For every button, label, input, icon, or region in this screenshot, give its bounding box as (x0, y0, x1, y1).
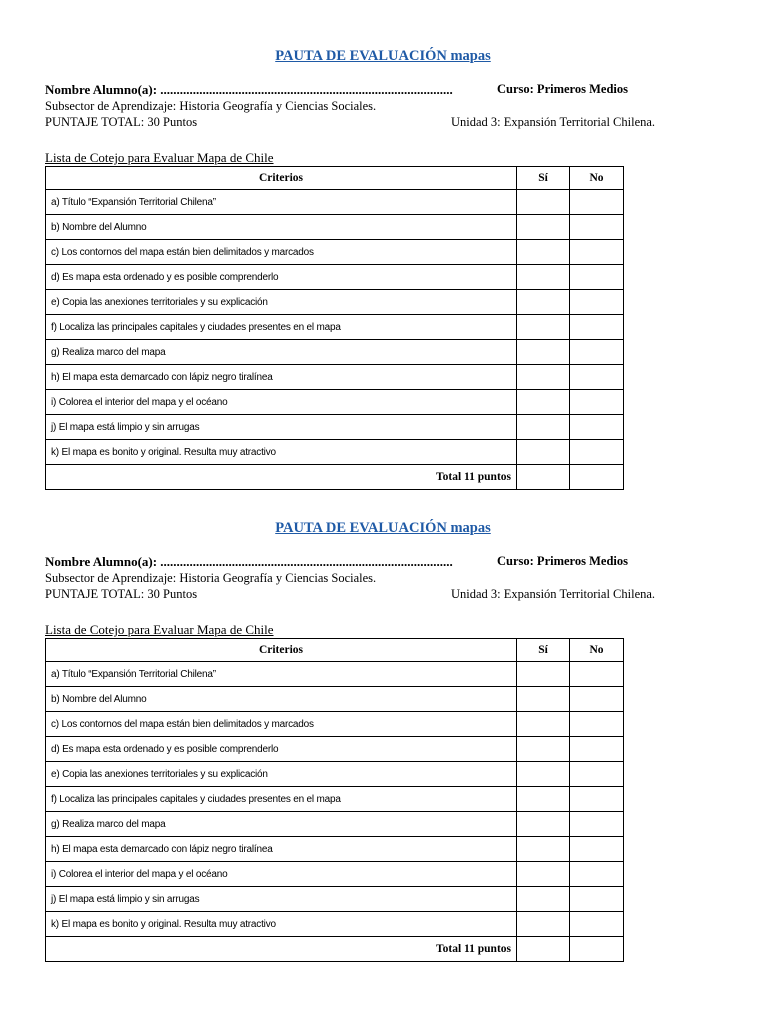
criterion-label: h) El mapa esta demarcado con lápiz negro tiralínea (46, 837, 517, 862)
table-row (46, 762, 624, 787)
no-header: No (570, 167, 624, 190)
no-checkbox-cell[interactable] (570, 365, 624, 390)
yes-checkbox-cell[interactable] (517, 687, 570, 712)
table-row (46, 737, 624, 762)
table-row (46, 315, 624, 340)
page-title: PAUTA DE EVALUACIÓN mapas (275, 520, 491, 536)
header-row (46, 167, 624, 190)
yes-checkbox-cell[interactable] (517, 440, 570, 465)
no-checkbox-cell[interactable] (570, 290, 624, 315)
yes-checkbox-cell[interactable] (517, 190, 570, 215)
criterion-label: g) Realiza marco del mapa (46, 340, 517, 365)
no-total-cell[interactable] (570, 937, 624, 962)
yes-checkbox-cell[interactable] (517, 737, 570, 762)
no-checkbox-cell[interactable] (570, 415, 624, 440)
evaluation-section-2 (45, 472, 745, 972)
yes-checkbox-cell[interactable] (517, 712, 570, 737)
criterion-label: c) Los contornos del mapa están bien delimitados y marcados (46, 712, 517, 737)
criteria-header: Criterios (46, 167, 517, 190)
total-points-label: Total 11 puntos (46, 937, 517, 962)
table-row (46, 265, 624, 290)
yes-checkbox-cell[interactable] (517, 415, 570, 440)
yes-total-cell[interactable] (517, 937, 570, 962)
criterion-label: i) Colorea el interior del mapa y el océano (46, 862, 517, 887)
criterion-label: f) Localiza las principales capitales y ciudades presentes en el mapa (46, 787, 517, 812)
table-row (46, 687, 624, 712)
student-name-field: Nombre Alumno(a): .......................................................................................... (45, 554, 453, 569)
checklist-body (46, 639, 624, 962)
no-checkbox-cell[interactable] (570, 440, 624, 465)
yes-checkbox-cell[interactable] (517, 340, 570, 365)
no-header: No (570, 639, 624, 662)
subsector-label: Subsector de Aprendizaje: Historia Geografía y Ciencias Sociales. (45, 99, 377, 113)
no-checkbox-cell[interactable] (570, 862, 624, 887)
yes-checkbox-cell[interactable] (517, 365, 570, 390)
yes-checkbox-cell[interactable] (517, 662, 570, 687)
criterion-label: g) Realiza marco del mapa (46, 812, 517, 837)
table-row (46, 215, 624, 240)
no-checkbox-cell[interactable] (570, 190, 624, 215)
criterion-label: j) El mapa está limpio y sin arrugas (46, 415, 517, 440)
no-checkbox-cell[interactable] (570, 687, 624, 712)
criterion-label: a) Título “Expansión Territorial Chilena” (46, 662, 517, 687)
no-checkbox-cell[interactable] (570, 712, 624, 737)
course-label: Curso: Primeros Medios (497, 554, 628, 568)
table-row (46, 837, 624, 862)
subsector-label: Subsector de Aprendizaje: Historia Geografía y Ciencias Sociales. (45, 571, 377, 585)
table-row (46, 662, 624, 687)
criterion-label: b) Nombre del Alumno (46, 687, 517, 712)
no-checkbox-cell[interactable] (570, 662, 624, 687)
yes-header: Sí (517, 639, 570, 662)
no-checkbox-cell[interactable] (570, 240, 624, 265)
table-row (46, 712, 624, 737)
page-title: PAUTA DE EVALUACIÓN mapas (275, 48, 491, 64)
table-row (46, 862, 624, 887)
criterion-label: d) Es mapa esta ordenado y es posible comprenderlo (46, 737, 517, 762)
criterion-label: e) Copia las anexiones territoriales y su explicación (46, 762, 517, 787)
yes-checkbox-cell[interactable] (517, 787, 570, 812)
criterion-label: i) Colorea el interior del mapa y el océano (46, 390, 517, 415)
yes-checkbox-cell[interactable] (517, 265, 570, 290)
criterion-label: e) Copia las anexiones territoriales y su explicación (46, 290, 517, 315)
total-points-label: Total 11 puntos (46, 465, 517, 490)
yes-checkbox-cell[interactable] (517, 912, 570, 937)
checklist-table (45, 638, 624, 962)
criterion-label: c) Los contornos del mapa están bien delimitados y marcados (46, 240, 517, 265)
table-row (46, 190, 624, 215)
table-row (46, 787, 624, 812)
checklist-body (46, 167, 624, 490)
no-checkbox-cell[interactable] (570, 215, 624, 240)
checklist-table (45, 166, 624, 490)
no-checkbox-cell[interactable] (570, 390, 624, 415)
table-row (46, 340, 624, 365)
course-label: Curso: Primeros Medios (497, 82, 628, 96)
no-checkbox-cell[interactable] (570, 912, 624, 937)
checklist-title: Lista de Cotejo para Evaluar Mapa de Chile (45, 622, 274, 637)
no-checkbox-cell[interactable] (570, 340, 624, 365)
table-row (46, 365, 624, 390)
no-checkbox-cell[interactable] (570, 812, 624, 837)
no-checkbox-cell[interactable] (570, 315, 624, 340)
yes-checkbox-cell[interactable] (517, 315, 570, 340)
criterion-label: k) El mapa es bonito y original. Resulta muy atractivo (46, 912, 517, 937)
yes-header: Sí (517, 167, 570, 190)
checklist-title: Lista de Cotejo para Evaluar Mapa de Chile (45, 150, 274, 165)
unit-label: Unidad 3: Expansión Territorial Chilena. (451, 587, 656, 601)
yes-checkbox-cell[interactable] (517, 862, 570, 887)
yes-checkbox-cell[interactable] (517, 762, 570, 787)
total-score-label: PUNTAJE TOTAL: 30 Puntos (45, 587, 198, 601)
total-score-label: PUNTAJE TOTAL: 30 Puntos (45, 115, 198, 129)
criterion-label: h) El mapa esta demarcado con lápiz negro tiralínea (46, 365, 517, 390)
criterion-label: d) Es mapa esta ordenado y es posible comprenderlo (46, 265, 517, 290)
table-row (46, 290, 624, 315)
criterion-label: a) Título “Expansión Territorial Chilena” (46, 190, 517, 215)
criterion-label: f) Localiza las principales capitales y ciudades presentes en el mapa (46, 315, 517, 340)
criterion-label: k) El mapa es bonito y original. Resulta muy atractivo (46, 440, 517, 465)
no-checkbox-cell[interactable] (570, 265, 624, 290)
yes-checkbox-cell[interactable] (517, 215, 570, 240)
no-checkbox-cell[interactable] (570, 787, 624, 812)
evaluation-section-1 (45, 0, 745, 500)
yes-checkbox-cell[interactable] (517, 290, 570, 315)
yes-checkbox-cell[interactable] (517, 887, 570, 912)
student-name-field: Nombre Alumno(a): .......................................................................................... (45, 82, 453, 97)
criterion-label: b) Nombre del Alumno (46, 215, 517, 240)
table-row (46, 812, 624, 837)
no-checkbox-cell[interactable] (570, 887, 624, 912)
unit-label: Unidad 3: Expansión Territorial Chilena. (451, 115, 656, 129)
criterion-label: j) El mapa está limpio y sin arrugas (46, 887, 517, 912)
table-row (46, 390, 624, 415)
yes-checkbox-cell[interactable] (517, 837, 570, 862)
criteria-header: Criterios (46, 639, 517, 662)
yes-checkbox-cell[interactable] (517, 390, 570, 415)
header-row (46, 639, 624, 662)
total-row (46, 937, 624, 962)
no-checkbox-cell[interactable] (570, 762, 624, 787)
table-row (46, 440, 624, 465)
yes-checkbox-cell[interactable] (517, 240, 570, 265)
table-row (46, 887, 624, 912)
no-checkbox-cell[interactable] (570, 737, 624, 762)
no-checkbox-cell[interactable] (570, 837, 624, 862)
table-row (46, 912, 624, 937)
table-row (46, 240, 624, 265)
table-row (46, 415, 624, 440)
yes-checkbox-cell[interactable] (517, 812, 570, 837)
